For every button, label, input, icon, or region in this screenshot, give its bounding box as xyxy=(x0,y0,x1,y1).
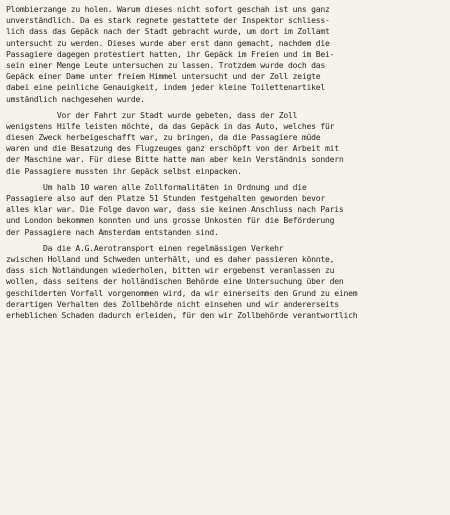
text-line: umständlich nachgesehen wurde. xyxy=(6,93,145,104)
text-line: Vor der Fahrt zur Stadt wurde gebeten, dass der Zoll xyxy=(6,109,298,120)
text-line: geschilderten Vorfall vorgenommen wird, da wir einerseits den Grund zu einem xyxy=(6,287,358,298)
text-line: und London bekommen konnten und uns grosse Unkosten für die Beförderung xyxy=(6,215,335,226)
paragraph xyxy=(6,243,444,321)
text-line: wenigstens Hilfe leisten möchte, da das Gepäck in das Auto, welches für xyxy=(6,120,335,131)
text-line: Passagiere also auf den Platze 51 Stunden festgehalten geworden bevor xyxy=(6,193,325,203)
document-body xyxy=(6,4,444,321)
text-line: die Passagiere mussten ihr Gepäck selbst einpacken. xyxy=(6,165,242,176)
text-line: wollen, dass seitens der holländischen Behörde eine Untersuchung über den xyxy=(6,276,344,287)
text-line: erheblichen Schaden dadurch erleiden, für den wir Zollbehörde verantwortlich xyxy=(6,309,358,320)
text-line: Passagiere dagegen protestiert hatten, ihr Gepäck im Freien und im Bei- xyxy=(6,48,335,59)
text-line: unverständlich. Da es stark regnete gestattete der Inspektor schliess- xyxy=(6,15,330,26)
paragraph xyxy=(6,4,444,105)
text-line: alles klar war. Die Folge davon war, dass sie keinen Anschluss nach Paris xyxy=(6,204,344,215)
text-line: der Passagiere nach Amsterdam entstanden sind. xyxy=(6,226,219,237)
text-line: waren und die Besatzung des Flugzeuges ganz erschöpft von der Arbeit mit xyxy=(6,143,339,154)
text-line: Da die A.G.Aerotransport einen regelmässigen Verkehr xyxy=(6,242,284,253)
text-line: zwischen Holland und Schweden unterhält, und es daher passieren könnte, xyxy=(6,253,335,264)
text-line: Gepäck einer Dame unter freiem Himmel untersucht und der Zoll zeigte xyxy=(6,71,321,82)
text-line: der Maschine war. Für diese Bitte hatte man aber kein Verständnis sondern xyxy=(6,154,344,165)
text-line: dass sich Notlandungen wiederholen, bitten wir ergebenst veranlassen zu xyxy=(6,265,335,276)
text-line: lich dass das Gepäck nach der Stadt gebracht wurde, um dort im Zollamt xyxy=(6,26,330,37)
text-line: dabei eine peinliche Genauigkeit, indem jeder kleine Toilettenartikel xyxy=(6,82,325,93)
text-line: diesen Zweck herbeigeschafft war, zu bringen, da die Passagiere müde xyxy=(6,132,321,143)
text-line: Um halb 10 waren alle Zollformalitäten in Ordnung und die xyxy=(6,181,307,192)
text-line: sein einer Menge Leute untersuchen zu lassen. Trotzdem wurde doch das xyxy=(6,59,325,70)
text-line: derartigen Verhalten des Zollbehörde nicht einsehen und wir andererseits xyxy=(6,298,339,309)
paragraph xyxy=(6,182,444,238)
paragraph xyxy=(6,110,444,177)
text-line: untersucht zu werden. Dieses wurde aber erst dann gemacht, nachdem die xyxy=(6,37,330,48)
text-line: Plombierzange zu holen. Warum dieses nicht sofort geschah ist uns ganz xyxy=(6,4,330,14)
